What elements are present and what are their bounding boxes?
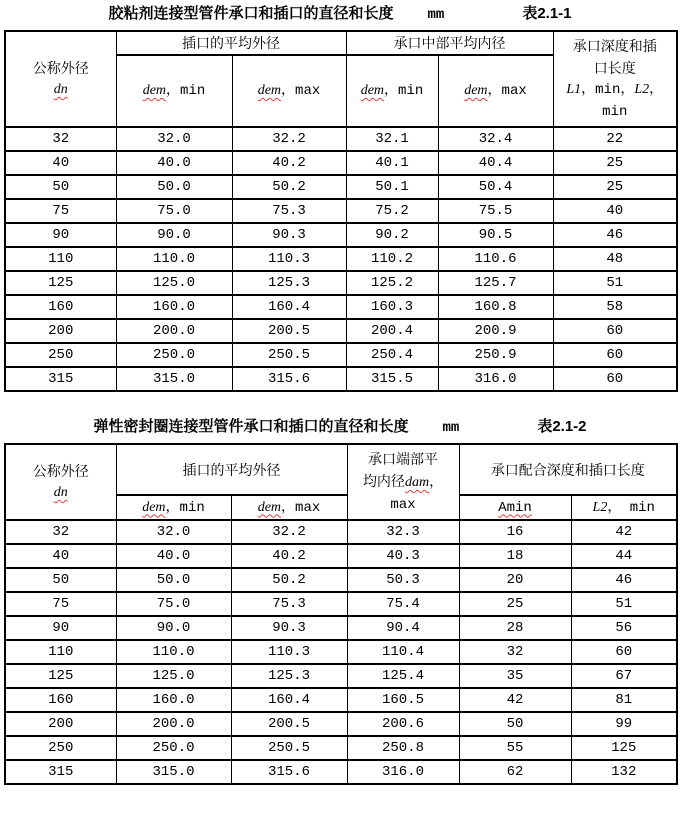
table-cell: 160.8	[438, 295, 553, 319]
table-cell: 132	[571, 760, 677, 784]
table-cell: 160.0	[116, 688, 231, 712]
table-cell: 40	[5, 544, 116, 568]
table-cell: 200.4	[346, 319, 438, 343]
table-cell: 250.5	[231, 736, 347, 760]
table-cell: 90.4	[347, 616, 459, 640]
table-cell: 35	[459, 664, 571, 688]
table-cell: 90.0	[116, 616, 231, 640]
dem-symbol: dem	[464, 83, 488, 98]
table-row	[5, 247, 677, 271]
table-cell: 110.2	[346, 247, 438, 271]
table-cell: 40.0	[116, 151, 232, 175]
table-cell: 110.0	[116, 247, 232, 271]
table-cell: 75.5	[438, 199, 553, 223]
table-cell: 110.4	[347, 640, 459, 664]
header-socket-line2-pre: 均内径	[362, 473, 405, 489]
table-cell: 90	[5, 223, 116, 247]
header-dn-label: 公称外径	[32, 60, 89, 76]
table-cell: 160.4	[232, 295, 346, 319]
table-cell: 46	[571, 568, 677, 592]
table-cell: 50	[5, 175, 116, 199]
dem-symbol: dem	[142, 83, 167, 98]
table-cell: 125	[5, 271, 116, 295]
table-row	[5, 271, 677, 295]
table-cell: 60	[553, 319, 677, 343]
table-cell: 32.4	[438, 127, 553, 151]
header-socket-line2-post: ，	[429, 473, 444, 489]
table-cell: 99	[571, 712, 677, 736]
table-row	[5, 295, 677, 319]
table-cell: 32.2	[232, 127, 346, 151]
table-cell: 81	[571, 688, 677, 712]
table-cell: 62	[459, 760, 571, 784]
table-cell: 44	[571, 544, 677, 568]
table-cell: 90.5	[438, 223, 553, 247]
min-suffix: ，min	[384, 83, 424, 99]
table-cell: 25	[553, 151, 677, 175]
header-group-spigot-mean-od: 插口的平均外径	[116, 444, 347, 495]
table-row	[5, 688, 677, 712]
table-cell: 32.1	[346, 127, 438, 151]
table-cell: 40.0	[116, 544, 231, 568]
header-nominal-outside-diameter	[5, 31, 116, 127]
table-cell: 50.0	[116, 175, 232, 199]
header-depth-symbols	[556, 79, 675, 101]
table-row	[5, 223, 677, 247]
table-row	[5, 151, 677, 175]
table-cell: 50	[5, 568, 116, 592]
table-row	[5, 199, 677, 223]
l1-symbol: L1	[566, 82, 582, 97]
table-cell: 51	[553, 271, 677, 295]
table-cell: 50.3	[347, 568, 459, 592]
header-depth-line4: min	[602, 104, 628, 120]
dem-symbol: dem	[257, 83, 282, 98]
table-cell: 125.7	[438, 271, 553, 295]
table-cell: 315.6	[231, 760, 347, 784]
dem-symbol: dem	[360, 83, 385, 98]
table-cell: 60	[553, 367, 677, 391]
table-cell: 28	[459, 616, 571, 640]
table-cell: 250	[5, 343, 116, 367]
table-cell: 75.3	[232, 199, 346, 223]
table-cell: 250.4	[346, 343, 438, 367]
table-cell: 16	[459, 520, 571, 544]
table-row	[5, 343, 677, 367]
table-cell: 75.3	[231, 592, 347, 616]
table-cell: 200.5	[231, 712, 347, 736]
table-cell: 51	[571, 592, 677, 616]
table-cell: 200.9	[438, 319, 553, 343]
table-row	[5, 175, 677, 199]
table-cell: 250.0	[116, 736, 231, 760]
header-spigot-dem-min	[116, 495, 231, 520]
header-socket-dem-min	[346, 55, 438, 127]
table-cell: 125.3	[232, 271, 346, 295]
header-dn-label: 公称外径	[32, 463, 89, 479]
table-row	[5, 520, 677, 544]
table-cell: 42	[459, 688, 571, 712]
table2-title-row	[0, 417, 680, 439]
table-cell: 315	[5, 367, 116, 391]
min-suffix: ，min	[166, 83, 206, 99]
header-group-socket-fit-depth: 承口配合深度和插口长度	[459, 444, 677, 495]
table-row	[5, 640, 677, 664]
table-cell: 125.0	[116, 271, 232, 295]
header-depth-tail: ，	[649, 82, 664, 98]
table-cell: 315.6	[232, 367, 346, 391]
table-cell: 315	[5, 760, 116, 784]
table-cell: 125.4	[347, 664, 459, 688]
table-cell: 160.3	[346, 295, 438, 319]
table-cell: 200.6	[347, 712, 459, 736]
table-cell: 60	[553, 343, 677, 367]
table-cell: 125.0	[116, 664, 231, 688]
header-spigot-dem-max	[232, 55, 346, 127]
table-cell: 22	[553, 127, 677, 151]
table-cell: 67	[571, 664, 677, 688]
table-row	[5, 127, 677, 151]
table-cell: 110	[5, 247, 116, 271]
table-cell: 90.0	[116, 223, 232, 247]
dem-symbol: dem	[257, 499, 282, 515]
table-cell: 75.2	[346, 199, 438, 223]
table-cell: 40	[5, 151, 116, 175]
table-cell: 50.1	[346, 175, 438, 199]
amin-symbol: Amin	[498, 499, 532, 516]
table-cell: 32.2	[231, 520, 347, 544]
table-row	[5, 760, 677, 784]
header-spigot-dem-max	[231, 495, 347, 520]
table2-header	[5, 444, 677, 520]
table-cell: 315.5	[346, 367, 438, 391]
dem-symbol: dem	[142, 499, 166, 515]
table-cell: 50.4	[438, 175, 553, 199]
table-cell: 20	[459, 568, 571, 592]
table-cell: 90	[5, 616, 116, 640]
table-cell: 40.4	[438, 151, 553, 175]
table-cell: 110.0	[116, 640, 231, 664]
table-cell: 90.3	[231, 616, 347, 640]
table-elastic-seal-joint-dimensions	[4, 443, 678, 785]
table-cell: 50	[459, 712, 571, 736]
table-row	[5, 568, 677, 592]
header-depth-line1: 承口深度和插	[572, 38, 657, 54]
table-cell: 32.0	[116, 127, 232, 151]
table-cell: 32	[5, 127, 116, 151]
table-cell: 42	[571, 520, 677, 544]
table-row	[5, 736, 677, 760]
header-depth-line2: 口长度	[593, 60, 636, 76]
table-cell: 58	[553, 295, 677, 319]
table-cell: 40.2	[232, 151, 346, 175]
table-cell: 316.0	[347, 760, 459, 784]
table2-number: 表2.1-2	[537, 418, 587, 435]
table-cell: 75.0	[116, 199, 232, 223]
dn-symbol: dn	[53, 82, 68, 97]
header-socket-dem-max	[438, 55, 553, 127]
table-cell: 25	[553, 175, 677, 199]
table-cell: 200.0	[116, 712, 231, 736]
table-row	[5, 544, 677, 568]
header-nominal-outside-diameter	[5, 444, 116, 520]
table-cell: 316.0	[438, 367, 553, 391]
header-socket-end-mean-id	[347, 444, 459, 520]
table-cell: 18	[459, 544, 571, 568]
table-cell: 110.3	[231, 640, 347, 664]
table-cell: 250.8	[347, 736, 459, 760]
max-suffix: ，max	[281, 83, 321, 99]
l2-symbol: L2	[592, 499, 608, 515]
table-cell: 55	[459, 736, 571, 760]
table-cell: 315.0	[116, 760, 231, 784]
table1-body	[5, 127, 677, 391]
header-a-min	[459, 495, 571, 520]
header-socket-line1: 承口端部平	[368, 451, 438, 467]
dn-symbol: dn	[53, 485, 68, 500]
table1-title-row	[0, 4, 680, 26]
table-cell: 75	[5, 199, 116, 223]
table-row	[5, 664, 677, 688]
table-cell: 110.3	[232, 247, 346, 271]
table-cell: 32	[459, 640, 571, 664]
table-cell: 60	[571, 640, 677, 664]
table-cell: 250.9	[438, 343, 553, 367]
table-cell: 56	[571, 616, 677, 640]
table-row	[5, 319, 677, 343]
header-group-spigot-mean-od: 插口的平均外径	[116, 31, 346, 55]
table2-unit-label: mm	[442, 420, 460, 436]
table-cell: 90.2	[346, 223, 438, 247]
table-row	[5, 616, 677, 640]
table-cell: 125	[571, 736, 677, 760]
table-cell: 50.2	[231, 568, 347, 592]
header-group-socket-mid-mean-id: 承口中部平均内径	[346, 31, 553, 55]
table-cell: 40.3	[347, 544, 459, 568]
table-cell: 200	[5, 319, 116, 343]
min-suffix: ，min	[165, 499, 205, 516]
table-cell: 160.5	[347, 688, 459, 712]
header-depth-mid: ，min，	[581, 82, 635, 98]
table-cell: 50.2	[232, 175, 346, 199]
table-cell: 160.4	[231, 688, 347, 712]
table-cell: 110.6	[438, 247, 553, 271]
table-cell: 250.0	[116, 343, 232, 367]
table-cell: 200.0	[116, 319, 232, 343]
table-adhesive-joint-dimensions	[4, 30, 678, 392]
table-cell: 90.3	[232, 223, 346, 247]
table-cell: 75.4	[347, 592, 459, 616]
max-suffix: ，max	[281, 499, 321, 516]
table-cell: 125.2	[346, 271, 438, 295]
table-cell: 110	[5, 640, 116, 664]
table-cell: 160	[5, 295, 116, 319]
table-cell: 40	[553, 199, 677, 223]
table-cell: 250.5	[232, 343, 346, 367]
table-cell: 40.1	[346, 151, 438, 175]
table1-title: 胶粘剂连接型管件承口和插口的直径和长度	[108, 5, 394, 22]
table-cell: 200	[5, 712, 116, 736]
table2-title: 弹性密封圈连接型管件承口和插口的直径和长度	[93, 418, 409, 435]
table2-body	[5, 520, 677, 784]
table1-number: 表2.1-1	[522, 5, 572, 22]
header-socket-line3: max	[390, 497, 416, 513]
table-cell: 32.3	[347, 520, 459, 544]
table-row	[5, 592, 677, 616]
table-cell: 125.3	[231, 664, 347, 688]
table-cell: 40.2	[231, 544, 347, 568]
dam-symbol: dam	[404, 475, 430, 490]
header-socket-depth-and-spigot-length	[553, 31, 677, 127]
header-l2-min	[571, 495, 677, 520]
table-cell: 125	[5, 664, 116, 688]
header-l2-rest: ， min	[607, 499, 655, 516]
table-cell: 160.0	[116, 295, 232, 319]
header-spigot-dem-min	[116, 55, 232, 127]
table-cell: 75.0	[116, 592, 231, 616]
table-row	[5, 367, 677, 391]
table-cell: 250	[5, 736, 116, 760]
table-cell: 75	[5, 592, 116, 616]
table-cell: 32	[5, 520, 116, 544]
table-cell: 315.0	[116, 367, 232, 391]
table-cell: 48	[553, 247, 677, 271]
max-suffix: ，max	[487, 83, 527, 99]
table1-header	[5, 31, 677, 127]
table-cell: 25	[459, 592, 571, 616]
table-cell: 160	[5, 688, 116, 712]
table-cell: 46	[553, 223, 677, 247]
header-socket-line2	[350, 470, 457, 494]
l2-symbol: L2	[634, 82, 650, 97]
table-cell: 32.0	[116, 520, 231, 544]
table1-unit-label: mm	[427, 7, 445, 23]
table-cell: 50.0	[116, 568, 231, 592]
table-cell: 200.5	[232, 319, 346, 343]
table-row	[5, 712, 677, 736]
